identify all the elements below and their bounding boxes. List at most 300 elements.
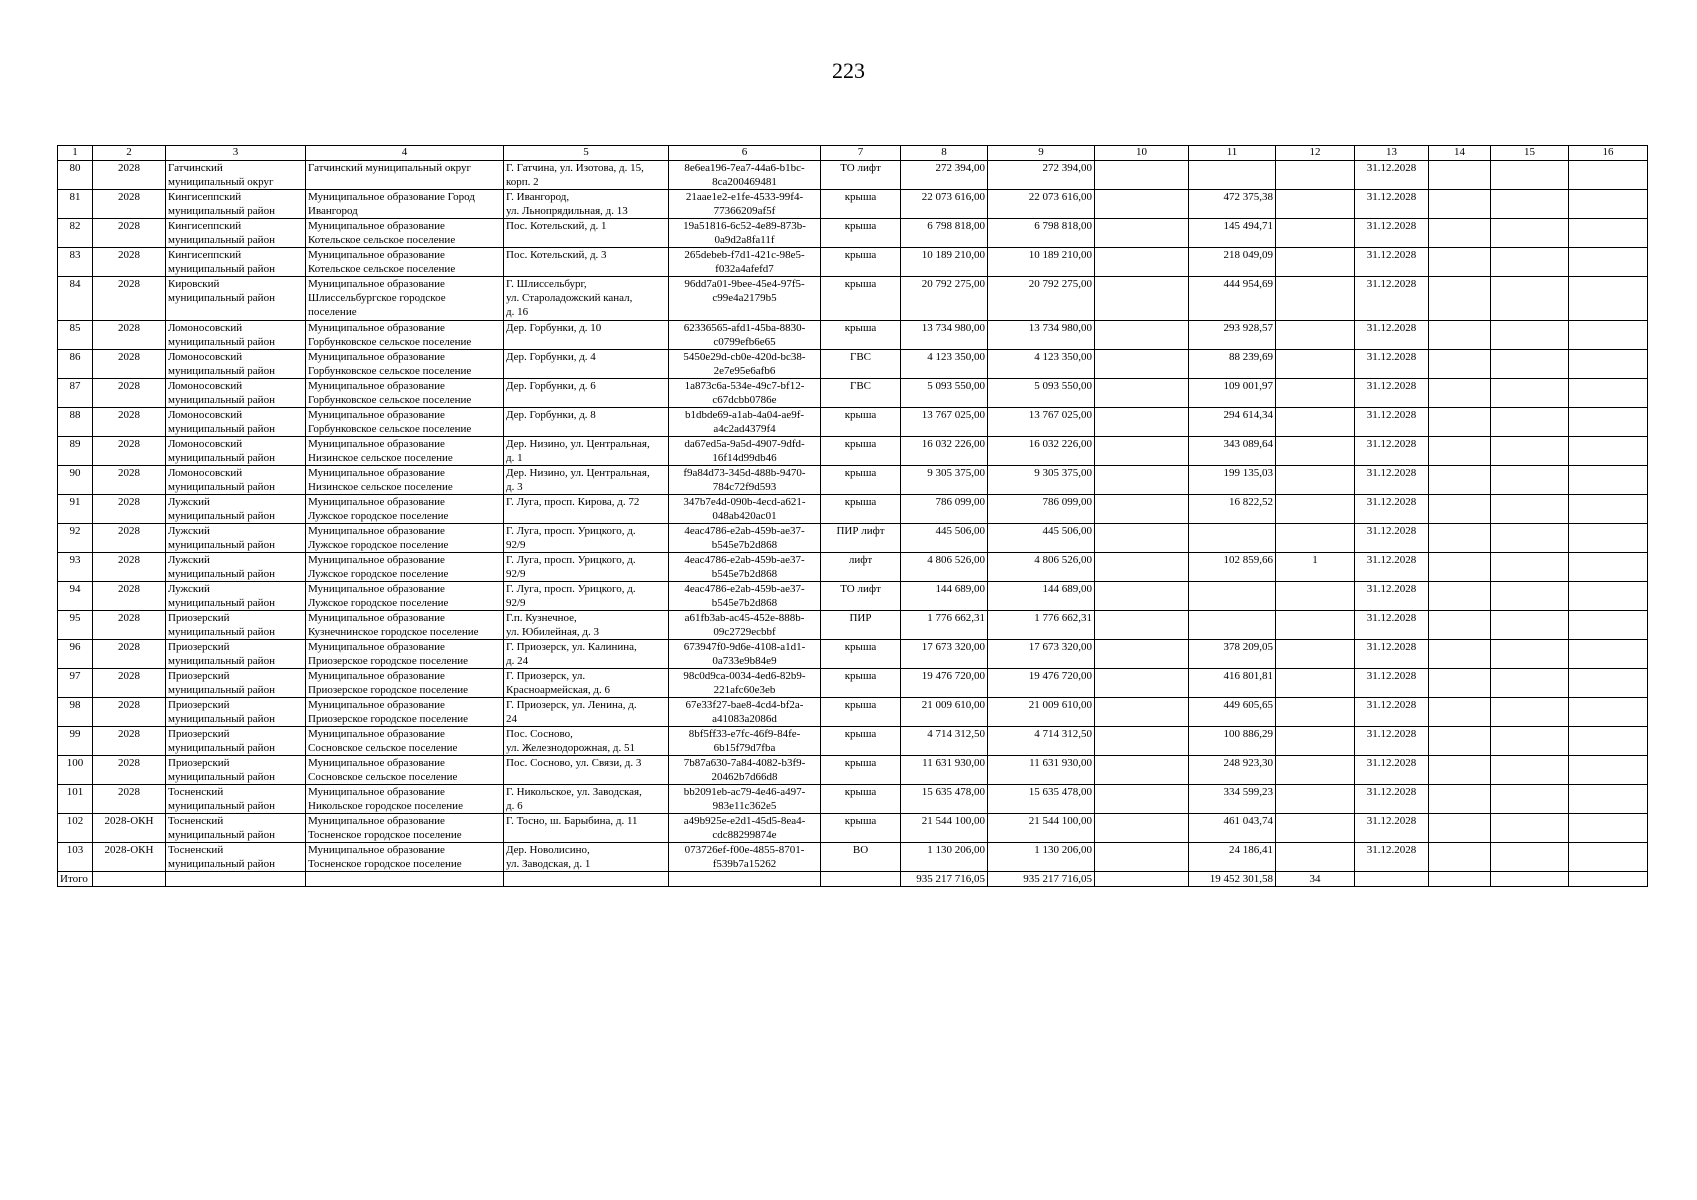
table-cell-col-1: 91 — [58, 495, 93, 524]
table-cell-col-16 — [1569, 437, 1648, 466]
table-row — [58, 727, 1648, 756]
table-cell-col-6: 21aae1e2-e1fe-4533-99f4- 77366209af5f — [669, 190, 821, 219]
table-row — [58, 669, 1648, 698]
table-cell-col-14 — [1429, 219, 1491, 248]
column-header-16: 16 — [1569, 146, 1648, 161]
table-cell-col-11: 334 599,23 — [1189, 785, 1276, 814]
table-cell-col-8: 20 792 275,00 — [901, 277, 988, 321]
table-cell-col-15 — [1491, 814, 1569, 843]
table-cell-col-5: Г. Луга, просп. Урицкого, д. 92/9 — [504, 553, 669, 582]
table-cell-col-5: Г. Луга, просп. Кирова, д. 72 — [504, 495, 669, 524]
table-cell-col-15 — [1491, 161, 1569, 190]
table-cell-col-3: Ломоносовский муниципальный район — [166, 466, 306, 495]
table-row — [58, 161, 1648, 190]
table-cell-col-6: da67ed5a-9a5d-4907-9dfd- 16f14d99db46 — [669, 437, 821, 466]
table-cell-col-15 — [1491, 843, 1569, 872]
table-cell-col-10 — [1095, 437, 1189, 466]
table-cell-col-11: 472 375,38 — [1189, 190, 1276, 219]
table-cell-col-2: 2028 — [93, 350, 166, 379]
table-cell-col-10 — [1095, 785, 1189, 814]
table-cell-col-10 — [1095, 161, 1189, 190]
table-cell-col-2: 2028-ОКН — [93, 814, 166, 843]
table-cell-col-2: 2028 — [93, 321, 166, 350]
table-cell-col-12 — [1276, 219, 1355, 248]
table-cell-col-13: 31.12.2028 — [1355, 277, 1429, 321]
table-cell-col-7: крыша — [821, 698, 901, 727]
table-cell-col-11: 444 954,69 — [1189, 277, 1276, 321]
table-cell-col-2: 2028 — [93, 553, 166, 582]
table-cell-col-1: 85 — [58, 321, 93, 350]
total-cell-col-10 — [1095, 872, 1189, 887]
column-header-7: 7 — [821, 146, 901, 161]
table-cell-col-4: Муниципальное образование Котельское сельское поселение — [306, 248, 504, 277]
table-cell-col-8: 21 544 100,00 — [901, 814, 988, 843]
table-cell-col-6: 67e33f27-bae8-4cd4-bf2a- a41083a2086d — [669, 698, 821, 727]
table-cell-col-15 — [1491, 219, 1569, 248]
table-cell-col-1: 84 — [58, 277, 93, 321]
table-cell-col-13: 31.12.2028 — [1355, 466, 1429, 495]
table-cell-col-8: 19 476 720,00 — [901, 669, 988, 698]
table-cell-col-6: 673947f0-9d6e-4108-a1d1- 0a733e9b84e9 — [669, 640, 821, 669]
table-cell-col-11: 293 928,57 — [1189, 321, 1276, 350]
table-cell-col-15 — [1491, 321, 1569, 350]
table-cell-col-1: 80 — [58, 161, 93, 190]
table-cell-col-9: 16 032 226,00 — [988, 437, 1095, 466]
table-cell-col-11: 294 614,34 — [1189, 408, 1276, 437]
table-cell-col-2: 2028 — [93, 611, 166, 640]
table-cell-col-16 — [1569, 277, 1648, 321]
table-cell-col-11: 461 043,74 — [1189, 814, 1276, 843]
table-cell-col-13: 31.12.2028 — [1355, 727, 1429, 756]
table-cell-col-10 — [1095, 350, 1189, 379]
table-cell-col-12 — [1276, 756, 1355, 785]
table-cell-col-7: крыша — [821, 814, 901, 843]
table-cell-col-6: 96dd7a01-9bee-45e4-97f5- c99e4a2179b5 — [669, 277, 821, 321]
table-cell-col-3: Лужский муниципальный район — [166, 495, 306, 524]
table-cell-col-3: Приозерский муниципальный район — [166, 698, 306, 727]
table-cell-col-16 — [1569, 379, 1648, 408]
registry-table — [57, 145, 1648, 887]
table-cell-col-8: 10 189 210,00 — [901, 248, 988, 277]
table-cell-col-13: 31.12.2028 — [1355, 785, 1429, 814]
table-cell-col-12 — [1276, 466, 1355, 495]
table-cell-col-4: Муниципальное образование Лужское городское поселение — [306, 524, 504, 553]
table-cell-col-2: 2028-ОКН — [93, 843, 166, 872]
table-cell-col-8: 13 767 025,00 — [901, 408, 988, 437]
table-cell-col-1: 94 — [58, 582, 93, 611]
table-cell-col-4: Муниципальное образование Приозерское городское поселение — [306, 698, 504, 727]
table-cell-col-14 — [1429, 553, 1491, 582]
table-cell-col-5: Г. Луга, просп. Урицкого, д. 92/9 — [504, 582, 669, 611]
table-cell-col-5: Г. Приозерск, ул. Красноармейская, д. 6 — [504, 669, 669, 698]
table-cell-col-3: Ломоносовский муниципальный район — [166, 321, 306, 350]
column-header-4: 4 — [306, 146, 504, 161]
table-cell-col-15 — [1491, 277, 1569, 321]
table-cell-col-12 — [1276, 814, 1355, 843]
table-cell-col-15 — [1491, 190, 1569, 219]
table-row — [58, 277, 1648, 321]
table-cell-col-12 — [1276, 843, 1355, 872]
table-cell-col-14 — [1429, 582, 1491, 611]
table-cell-col-9: 1 776 662,31 — [988, 611, 1095, 640]
table-cell-col-15 — [1491, 408, 1569, 437]
table-cell-col-1: 102 — [58, 814, 93, 843]
column-header-15: 15 — [1491, 146, 1569, 161]
table-cell-col-12 — [1276, 321, 1355, 350]
total-cell-col-13 — [1355, 872, 1429, 887]
table-cell-col-15 — [1491, 553, 1569, 582]
table-cell-col-1: 82 — [58, 219, 93, 248]
column-header-2: 2 — [93, 146, 166, 161]
table-cell-col-15 — [1491, 379, 1569, 408]
table-cell-col-4: Муниципальное образование Низинское сельское поселение — [306, 437, 504, 466]
table-cell-col-16 — [1569, 814, 1648, 843]
table-cell-col-13: 31.12.2028 — [1355, 190, 1429, 219]
table-cell-col-9: 10 189 210,00 — [988, 248, 1095, 277]
table-cell-col-16 — [1569, 553, 1648, 582]
total-cell-col-4 — [306, 872, 504, 887]
table-cell-col-3: Приозерский муниципальный район — [166, 756, 306, 785]
table-cell-col-9: 4 714 312,50 — [988, 727, 1095, 756]
table-cell-col-5: Пос. Котельский, д. 3 — [504, 248, 669, 277]
table-cell-col-7: ГВС — [821, 350, 901, 379]
table-cell-col-12 — [1276, 161, 1355, 190]
table-cell-col-12 — [1276, 437, 1355, 466]
table-cell-col-8: 786 099,00 — [901, 495, 988, 524]
table-cell-col-4: Муниципальное образование Город Ивангород — [306, 190, 504, 219]
table-cell-col-1: 89 — [58, 437, 93, 466]
table-cell-col-6: 7b87a630-7a84-4082-b3f9- 20462b7d66d8 — [669, 756, 821, 785]
table-cell-col-11: 24 186,41 — [1189, 843, 1276, 872]
table-cell-col-11: 416 801,81 — [1189, 669, 1276, 698]
table-cell-col-5: Г. Ивангород, ул. Льнопрядильная, д. 13 — [504, 190, 669, 219]
table-cell-col-10 — [1095, 727, 1189, 756]
table-cell-col-9: 19 476 720,00 — [988, 669, 1095, 698]
table-cell-col-6: 8bf5ff33-e7fc-46f9-84fe- 6b15f79d7fba — [669, 727, 821, 756]
table-cell-col-1: 83 — [58, 248, 93, 277]
table-cell-col-16 — [1569, 611, 1648, 640]
table-cell-col-6: 4eac4786-e2ab-459b-ae37- b545e7b2d868 — [669, 524, 821, 553]
table-cell-col-9: 13 767 025,00 — [988, 408, 1095, 437]
total-row — [58, 872, 1648, 887]
table-cell-col-13: 31.12.2028 — [1355, 524, 1429, 553]
table-cell-col-5: Дер. Горбунки, д. 8 — [504, 408, 669, 437]
table-cell-col-9: 445 506,00 — [988, 524, 1095, 553]
table-cell-col-6: 8e6ea196-7ea7-44a6-b1bc- 8ca200469481 — [669, 161, 821, 190]
total-cell-col-9: 935 217 716,05 — [988, 872, 1095, 887]
table-cell-col-2: 2028 — [93, 219, 166, 248]
table-cell-col-14 — [1429, 814, 1491, 843]
table-cell-col-12 — [1276, 785, 1355, 814]
table-cell-col-16 — [1569, 495, 1648, 524]
table-cell-col-13: 31.12.2028 — [1355, 669, 1429, 698]
table-cell-col-15 — [1491, 669, 1569, 698]
table-cell-col-10 — [1095, 379, 1189, 408]
column-header-1: 1 — [58, 146, 93, 161]
table-cell-col-2: 2028 — [93, 756, 166, 785]
table-cell-col-7: лифт — [821, 553, 901, 582]
table-cell-col-10 — [1095, 466, 1189, 495]
table-cell-col-8: 5 093 550,00 — [901, 379, 988, 408]
table-cell-col-3: Приозерский муниципальный район — [166, 611, 306, 640]
table-cell-col-3: Ломоносовский муниципальный район — [166, 408, 306, 437]
column-header-13: 13 — [1355, 146, 1429, 161]
table-cell-col-14 — [1429, 161, 1491, 190]
table-cell-col-13: 31.12.2028 — [1355, 698, 1429, 727]
table-cell-col-8: 4 123 350,00 — [901, 350, 988, 379]
table-row — [58, 350, 1648, 379]
table-cell-col-14 — [1429, 248, 1491, 277]
table-cell-col-3: Гатчинский муниципальный округ — [166, 161, 306, 190]
table-cell-col-5: Пос. Сосново, ул. Связи, д. 3 — [504, 756, 669, 785]
table-cell-col-5: Г. Приозерск, ул. Ленина, д. 24 — [504, 698, 669, 727]
table-cell-col-11: 199 135,03 — [1189, 466, 1276, 495]
table-cell-col-5: Дер. Низино, ул. Центральная, д. 1 — [504, 437, 669, 466]
table-cell-col-7: крыша — [821, 248, 901, 277]
table-cell-col-2: 2028 — [93, 669, 166, 698]
table-cell-col-3: Тосненский муниципальный район — [166, 843, 306, 872]
table-cell-col-10 — [1095, 524, 1189, 553]
total-cell-col-8: 935 217 716,05 — [901, 872, 988, 887]
table-row — [58, 582, 1648, 611]
table-cell-col-8: 445 506,00 — [901, 524, 988, 553]
table-cell-col-16 — [1569, 161, 1648, 190]
table-cell-col-10 — [1095, 640, 1189, 669]
table-cell-col-8: 272 394,00 — [901, 161, 988, 190]
table-cell-col-3: Лужский муниципальный район — [166, 524, 306, 553]
table-cell-col-8: 1 776 662,31 — [901, 611, 988, 640]
table-cell-col-14 — [1429, 350, 1491, 379]
table-cell-col-14 — [1429, 321, 1491, 350]
table-cell-col-11: 109 001,97 — [1189, 379, 1276, 408]
table-cell-col-7: крыша — [821, 495, 901, 524]
table-cell-col-5: Г.п. Кузнечное, ул. Юбилейная, д. 3 — [504, 611, 669, 640]
table-cell-col-12 — [1276, 408, 1355, 437]
table-cell-col-6: 265debeb-f7d1-421c-98e5- f032a4afefd7 — [669, 248, 821, 277]
table-cell-col-6: f9a84d73-345d-488b-9470- 784c72f9d593 — [669, 466, 821, 495]
table-cell-col-11: 100 886,29 — [1189, 727, 1276, 756]
total-label: Итого — [58, 872, 93, 887]
table-cell-col-14 — [1429, 698, 1491, 727]
table-cell-col-10 — [1095, 698, 1189, 727]
table-row — [58, 466, 1648, 495]
table-cell-col-7: крыша — [821, 785, 901, 814]
table-cell-col-9: 786 099,00 — [988, 495, 1095, 524]
table-cell-col-4: Муниципальное образование Лужское городское поселение — [306, 553, 504, 582]
table-cell-col-10 — [1095, 843, 1189, 872]
table-cell-col-6: b1dbde69-a1ab-4a04-ae9f- a4c2ad4379f4 — [669, 408, 821, 437]
table-cell-col-11 — [1189, 611, 1276, 640]
table-cell-col-13: 31.12.2028 — [1355, 495, 1429, 524]
table-cell-col-6: 98c0d9ca-0034-4ed6-82b9- 221afc60e3eb — [669, 669, 821, 698]
column-header-11: 11 — [1189, 146, 1276, 161]
table-cell-col-11: 378 209,05 — [1189, 640, 1276, 669]
table-cell-col-15 — [1491, 640, 1569, 669]
table-cell-col-1: 98 — [58, 698, 93, 727]
table-cell-col-7: крыша — [821, 640, 901, 669]
total-cell-col-15 — [1491, 872, 1569, 887]
table-cell-col-1: 100 — [58, 756, 93, 785]
total-cell-col-11: 19 452 301,58 — [1189, 872, 1276, 887]
table-cell-col-14 — [1429, 190, 1491, 219]
table-row — [58, 219, 1648, 248]
table-cell-col-13: 31.12.2028 — [1355, 437, 1429, 466]
table-cell-col-4: Муниципальное образование Горбунковское сельское поселение — [306, 350, 504, 379]
table-row — [58, 611, 1648, 640]
table-cell-col-7: ГВС — [821, 379, 901, 408]
table-cell-col-16 — [1569, 321, 1648, 350]
table-cell-col-7: крыша — [821, 321, 901, 350]
table-cell-col-5: Дер. Горбунки, д. 10 — [504, 321, 669, 350]
table-cell-col-7: крыша — [821, 727, 901, 756]
table-cell-col-14 — [1429, 277, 1491, 321]
table-cell-col-3: Лужский муниципальный район — [166, 582, 306, 611]
table-cell-col-15 — [1491, 727, 1569, 756]
table-cell-col-12 — [1276, 190, 1355, 219]
table-cell-col-16 — [1569, 190, 1648, 219]
table-cell-col-10 — [1095, 408, 1189, 437]
table-cell-col-9: 13 734 980,00 — [988, 321, 1095, 350]
total-cell-col-16 — [1569, 872, 1648, 887]
table-cell-col-13: 31.12.2028 — [1355, 814, 1429, 843]
table-cell-col-1: 99 — [58, 727, 93, 756]
table-cell-col-9: 15 635 478,00 — [988, 785, 1095, 814]
table-cell-col-4: Муниципальное образование Никольское городское поселение — [306, 785, 504, 814]
table-cell-col-8: 22 073 616,00 — [901, 190, 988, 219]
table-cell-col-13: 31.12.2028 — [1355, 843, 1429, 872]
total-cell-col-3 — [166, 872, 306, 887]
table-cell-col-12 — [1276, 277, 1355, 321]
table-cell-col-9: 22 073 616,00 — [988, 190, 1095, 219]
table-cell-col-1: 81 — [58, 190, 93, 219]
table-cell-col-5: Г. Луга, просп. Урицкого, д. 92/9 — [504, 524, 669, 553]
table-cell-col-14 — [1429, 466, 1491, 495]
table-cell-col-2: 2028 — [93, 379, 166, 408]
table-cell-col-1: 96 — [58, 640, 93, 669]
column-header-6: 6 — [669, 146, 821, 161]
table-row — [58, 553, 1648, 582]
table-cell-col-11: 102 859,66 — [1189, 553, 1276, 582]
table-cell-col-16 — [1569, 640, 1648, 669]
table-cell-col-2: 2028 — [93, 248, 166, 277]
table-cell-col-15 — [1491, 785, 1569, 814]
table-cell-col-5: Дер. Горбунки, д. 4 — [504, 350, 669, 379]
table-cell-col-10 — [1095, 611, 1189, 640]
table-cell-col-7: крыша — [821, 190, 901, 219]
table-cell-col-14 — [1429, 756, 1491, 785]
table-cell-col-4: Муниципальное образование Низинское сельское поселение — [306, 466, 504, 495]
table-cell-col-11: 88 239,69 — [1189, 350, 1276, 379]
table-cell-col-10 — [1095, 669, 1189, 698]
table-cell-col-9: 4 806 526,00 — [988, 553, 1095, 582]
table-cell-col-2: 2028 — [93, 727, 166, 756]
table-cell-col-8: 4 714 312,50 — [901, 727, 988, 756]
table-cell-col-2: 2028 — [93, 698, 166, 727]
table-cell-col-2: 2028 — [93, 495, 166, 524]
table-cell-col-5: Пос. Сосново, ул. Железнодорожная, д. 51 — [504, 727, 669, 756]
table-cell-col-7: крыша — [821, 277, 901, 321]
table-row — [58, 814, 1648, 843]
total-cell-col-12: 34 — [1276, 872, 1355, 887]
table-cell-col-16 — [1569, 843, 1648, 872]
total-cell-col-5 — [504, 872, 669, 887]
table-cell-col-13: 31.12.2028 — [1355, 248, 1429, 277]
table-cell-col-10 — [1095, 553, 1189, 582]
table-cell-col-16 — [1569, 524, 1648, 553]
table-cell-col-14 — [1429, 843, 1491, 872]
table-cell-col-3: Кингисеппский муниципальный район — [166, 190, 306, 219]
table-cell-col-5: Г. Приозерск, ул. Калинина, д. 24 — [504, 640, 669, 669]
table-cell-col-12 — [1276, 669, 1355, 698]
table-cell-col-12 — [1276, 640, 1355, 669]
column-header-14: 14 — [1429, 146, 1491, 161]
table-cell-col-16 — [1569, 785, 1648, 814]
column-header-5: 5 — [504, 146, 669, 161]
table-cell-col-2: 2028 — [93, 466, 166, 495]
table-cell-col-16 — [1569, 727, 1648, 756]
column-header-10: 10 — [1095, 146, 1189, 161]
table-cell-col-8: 6 798 818,00 — [901, 219, 988, 248]
table-cell-col-8: 11 631 930,00 — [901, 756, 988, 785]
table-cell-col-10 — [1095, 495, 1189, 524]
table-cell-col-2: 2028 — [93, 277, 166, 321]
table-cell-col-12 — [1276, 698, 1355, 727]
table-cell-col-4: Муниципальное образование Лужское городское поселение — [306, 495, 504, 524]
table-cell-col-6: 19a51816-6c52-4e89-873b- 0a9d2a8fa11f — [669, 219, 821, 248]
column-header-12: 12 — [1276, 146, 1355, 161]
table-row — [58, 698, 1648, 727]
table-cell-col-9: 5 093 550,00 — [988, 379, 1095, 408]
table-cell-col-13: 31.12.2028 — [1355, 756, 1429, 785]
table-cell-col-4: Муниципальное образование Котельское сельское поселение — [306, 219, 504, 248]
table-cell-col-14 — [1429, 727, 1491, 756]
table-cell-col-8: 15 635 478,00 — [901, 785, 988, 814]
table-cell-col-2: 2028 — [93, 524, 166, 553]
table-cell-col-7: ВО — [821, 843, 901, 872]
table-cell-col-7: ПИР — [821, 611, 901, 640]
table-cell-col-12 — [1276, 248, 1355, 277]
table-cell-col-1: 93 — [58, 553, 93, 582]
table-cell-col-11: 145 494,71 — [1189, 219, 1276, 248]
table-cell-col-13: 31.12.2028 — [1355, 350, 1429, 379]
table-cell-col-5: Дер. Горбунки, д. 6 — [504, 379, 669, 408]
table-cell-col-12 — [1276, 495, 1355, 524]
table-row — [58, 495, 1648, 524]
table-cell-col-14 — [1429, 785, 1491, 814]
table-cell-col-3: Ломоносовский муниципальный район — [166, 379, 306, 408]
table-cell-col-11 — [1189, 161, 1276, 190]
table-cell-col-14 — [1429, 437, 1491, 466]
table-cell-col-6: 073726ef-f00e-4855-8701- f539b7a15262 — [669, 843, 821, 872]
table-cell-col-4: Муниципальное образование Приозерское городское поселение — [306, 669, 504, 698]
table-cell-col-7: ТО лифт — [821, 582, 901, 611]
table-cell-col-15 — [1491, 495, 1569, 524]
table-cell-col-12 — [1276, 727, 1355, 756]
table-cell-col-4: Муниципальное образование Шлиссельбургское городское поселение — [306, 277, 504, 321]
table-cell-col-1: 90 — [58, 466, 93, 495]
table-cell-col-1: 92 — [58, 524, 93, 553]
table-cell-col-7: крыша — [821, 756, 901, 785]
table-cell-col-15 — [1491, 350, 1569, 379]
table-cell-col-14 — [1429, 379, 1491, 408]
table-cell-col-10 — [1095, 814, 1189, 843]
table-cell-col-13: 31.12.2028 — [1355, 582, 1429, 611]
table-cell-col-9: 272 394,00 — [988, 161, 1095, 190]
table-cell-col-7: крыша — [821, 466, 901, 495]
table-cell-col-3: Приозерский муниципальный район — [166, 669, 306, 698]
table-cell-col-13: 31.12.2028 — [1355, 408, 1429, 437]
table-cell-col-9: 144 689,00 — [988, 582, 1095, 611]
